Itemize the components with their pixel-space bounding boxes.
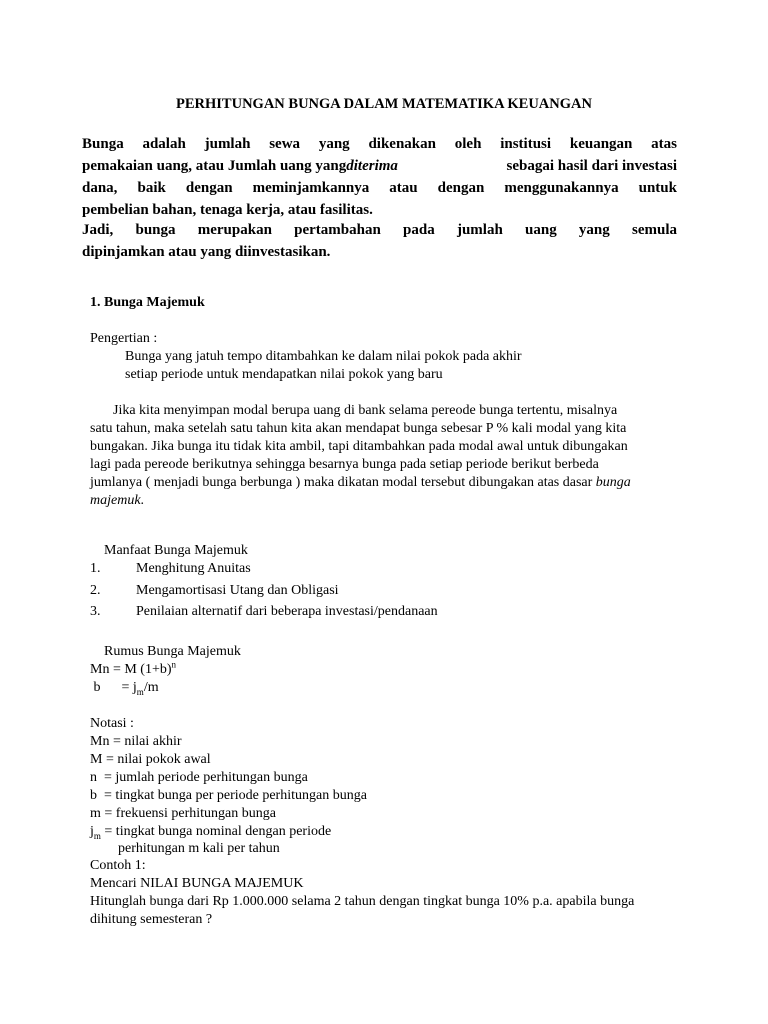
intro-p1-line2: [82, 155, 677, 177]
page-title: PERHITUNGAN BUNGA DALAM MATEMATIKA KEUANGAN: [176, 96, 592, 112]
notasi-line: b = tingkat bunga per periode perhitungan bunga: [90, 788, 367, 803]
pengertian-line2: setiap periode untuk mendapatkan nilai pokok yang baru: [125, 367, 443, 382]
section-heading: 1. Bunga Majemuk: [90, 295, 205, 310]
formula-mn-text: Mn = M (1+b): [90, 662, 172, 677]
list-item-text: Menghitung Anuitas: [136, 561, 251, 576]
para-line5-em: bunga: [595, 475, 631, 490]
intro-p1-line4: pembelian bahan, tenaga kerja, atau fasilitas.: [82, 202, 373, 218]
pengertian-label: Pengertian :: [90, 331, 158, 346]
para-line5: [90, 474, 631, 492]
intro-p2-line1: Jadi, bunga merupakan pertambahan pada jumlah uang yang semula: [82, 222, 677, 238]
intro-p1-line2-b: sebagai hasil dari investasi: [506, 158, 677, 174]
contoh-line1: Hitunglah bunga dari Rp 1.000.000 selama 2 tahun dengan tingkat bunga 10% p.a. apabila bunga: [90, 894, 635, 909]
para-line4: lagi pada pereode berikutnya sehingga besarnya bunga pada setiap periode berikut berbeda: [90, 457, 599, 472]
intro-p2-line2: dipinjamkan atau yang diinvestasikan.: [82, 244, 331, 260]
para-line2: satu tahun, maka setelah satu tahun kita akan mendapat bunga sebesar P % kali modal yang kita: [90, 421, 627, 436]
intro-p1-line1: Bunga adalah jumlah sewa yang dikenakan oleh institusi keuangan atas: [82, 136, 677, 152]
para-line1: Jika kita menyimpan modal berupa uang di bank selama pereode bunga tertentu, misalnya: [113, 403, 618, 418]
para-line3: bungakan. Jika bunga itu tidak kita ambil, tapi ditambahkan pada modal awal untuk dibungakan: [90, 439, 628, 454]
formula-b-a: b = j: [90, 680, 137, 695]
notasi-j-sub: m: [93, 830, 101, 841]
contoh-heading: Contoh 1:: [90, 858, 146, 873]
formula-mn-sup: n: [171, 659, 177, 670]
notasi-line: perhitungan m kali per tahun: [118, 841, 280, 856]
contoh-subheading: Mencari NILAI BUNGA MAJEMUK: [90, 876, 304, 891]
manfaat-heading: Manfaat Bunga Majemuk: [104, 543, 248, 558]
para-line6-em: majemuk: [90, 493, 141, 508]
formula-b: [90, 679, 159, 697]
formula-mn: [90, 661, 176, 679]
formula-b-sub: m: [136, 686, 144, 697]
notasi-heading: Notasi :: [90, 716, 134, 731]
notasi-line: M = nilai pokok awal: [90, 752, 211, 767]
para-line6: [90, 492, 144, 510]
contoh-line2: dihitung semesteran ?: [90, 912, 213, 927]
notasi-line-jm: [90, 823, 331, 841]
notasi-j: j: [90, 824, 94, 839]
intro-p1-line3: dana, baik dengan meminjamkannya atau dengan menggunakannya untuk: [82, 180, 677, 196]
pengertian-line1: Bunga yang jatuh tempo ditambahkan ke dalam nilai pokok pada akhir: [125, 349, 522, 364]
notasi-line: m = frekuensi perhitungan bunga: [90, 806, 276, 821]
rumus-heading: Rumus Bunga Majemuk: [104, 644, 241, 659]
intro-p1-line2-em: diterima: [346, 158, 398, 174]
formula-b-b: /m: [143, 680, 159, 695]
notasi-line: Mn = nilai akhir: [90, 734, 182, 749]
para-line5-a: jumlanya ( menjadi bunga berbunga ) maka dikatan modal tersebut dibungakan atas dasar: [90, 475, 596, 490]
list-item-text: Mengamortisasi Utang dan Obligasi: [136, 583, 339, 598]
para-line6-b: .: [140, 493, 145, 508]
list-item-num: 3.: [90, 604, 101, 619]
notasi-j-text: = tingkat bunga nominal dengan periode: [100, 824, 332, 839]
list-item-num: 1.: [90, 561, 101, 576]
intro-p1-line2-a: pemakaian uang, atau Jumlah uang yang: [82, 158, 347, 174]
notasi-line: n = jumlah periode perhitungan bunga: [90, 770, 308, 785]
list-item-num: 2.: [90, 583, 101, 598]
list-item-text: Penilaian alternatif dari beberapa investasi/pendanaan: [136, 604, 438, 619]
